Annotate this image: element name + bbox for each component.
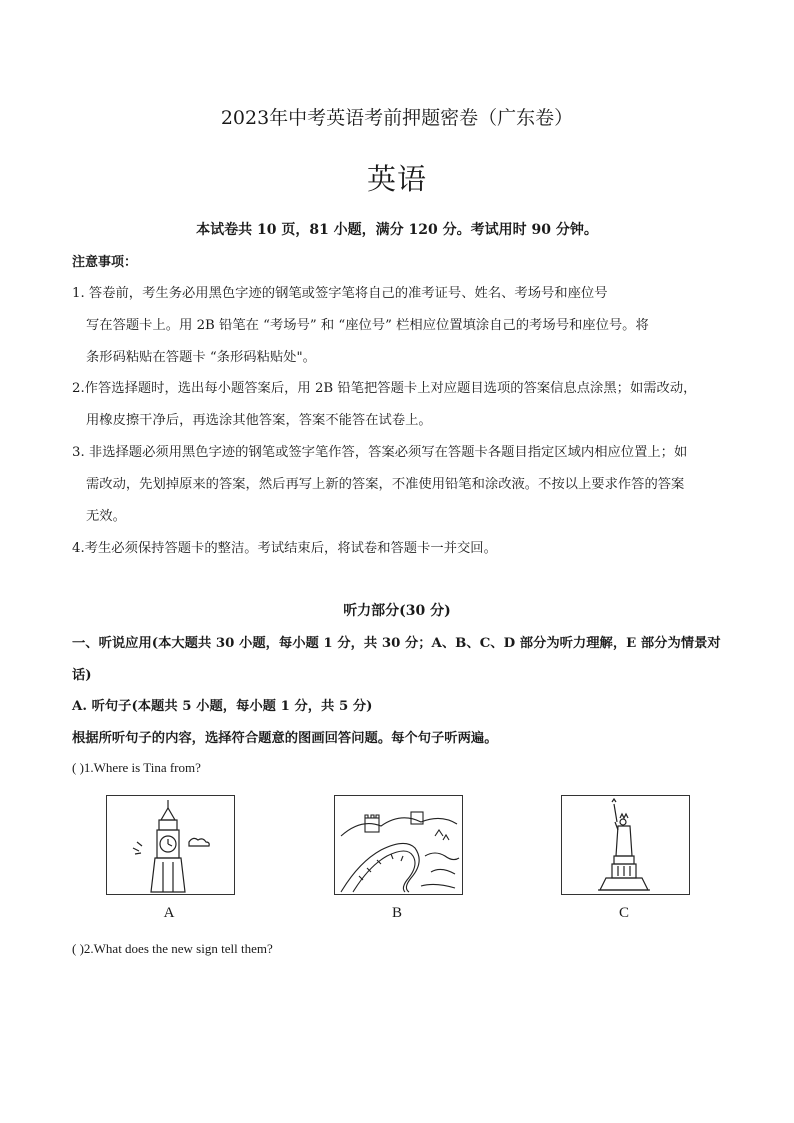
exam-title: 2023年中考英语考前押题密卷（广东卷） <box>220 107 574 129</box>
part1-heading-cont: 话) <box>72 668 92 683</box>
notice-heading: 注意事项： <box>72 255 138 270</box>
notice-line: 1. 答卷前，考生务必用黑色字迹的钢笔或签字笔将自己的准考证号、姓名、考场号和座位号 <box>72 286 608 301</box>
notice-line: 3. 非选择题必须用黑色字迹的钢笔或签字笔作答，答案必须写在答题卡各题目指定区域内相应位置上；如 <box>72 445 688 460</box>
notice-line: 4.考生必须保持答题卡的整洁。考试结束后，将试卷和答题卡一并交回。 <box>72 541 497 556</box>
option-c-label: C <box>618 905 629 921</box>
option-a-image <box>106 795 235 895</box>
option-a-label: A <box>163 905 175 921</box>
question-1: ( )1.Where is Tina from? <box>72 760 201 775</box>
statue-of-liberty-icon <box>562 796 689 894</box>
option-b-image <box>334 795 463 895</box>
partA-heading: A. 听句子(本题共 5 小题，每小题 1 分，共 5 分) <box>72 699 373 714</box>
part1-heading: 一、听说应用(本大题共 30 小题，每小题 1 分，共 30 分；A、B、C、D 部分为听力理解，E 部分为情景对 <box>72 636 721 651</box>
notice-line: 条形码粘贴在答题卡 “条形码粘贴处"。 <box>86 350 316 365</box>
notice-line: 2.作答选择题时，选出每小题答案后，用 2B 铅笔把答题卡上对应题目选项的答案信息点涂黑；如需改动， <box>72 381 697 396</box>
notice-line: 需改动，先划掉原来的答案，然后再写上新的答案，不准使用铅笔和涂改液。不按以上要求作答的答案 <box>86 477 685 492</box>
listening-section-title: 听力部分(30 分) <box>343 603 451 619</box>
big-ben-icon <box>107 796 234 894</box>
option-b-label: B <box>391 905 402 921</box>
notice-line: 用橡皮擦干净后，再选涂其他答案，答案不能答在试卷上。 <box>86 413 432 428</box>
notice-line: 无效。 <box>86 509 126 524</box>
partA-instruction: 根据所听句子的内容，选择符合题意的图画回答问题。每个句子听两遍。 <box>72 731 498 746</box>
great-wall-icon <box>335 796 462 894</box>
question-2: ( )2.What does the new sign tell them? <box>72 941 273 956</box>
notice-line: 写在答题卡上。用 2B 铅笔在 “考场号” 和 “座位号” 栏相应位置填涂自己的考场号和座位号。将 <box>86 318 649 333</box>
exam-info: 本试卷共 10 页，81 小题，满分 120 分。考试用时 90 分钟。 <box>196 222 598 238</box>
subject-title: 英语 <box>366 162 427 196</box>
option-c-image <box>561 795 690 895</box>
